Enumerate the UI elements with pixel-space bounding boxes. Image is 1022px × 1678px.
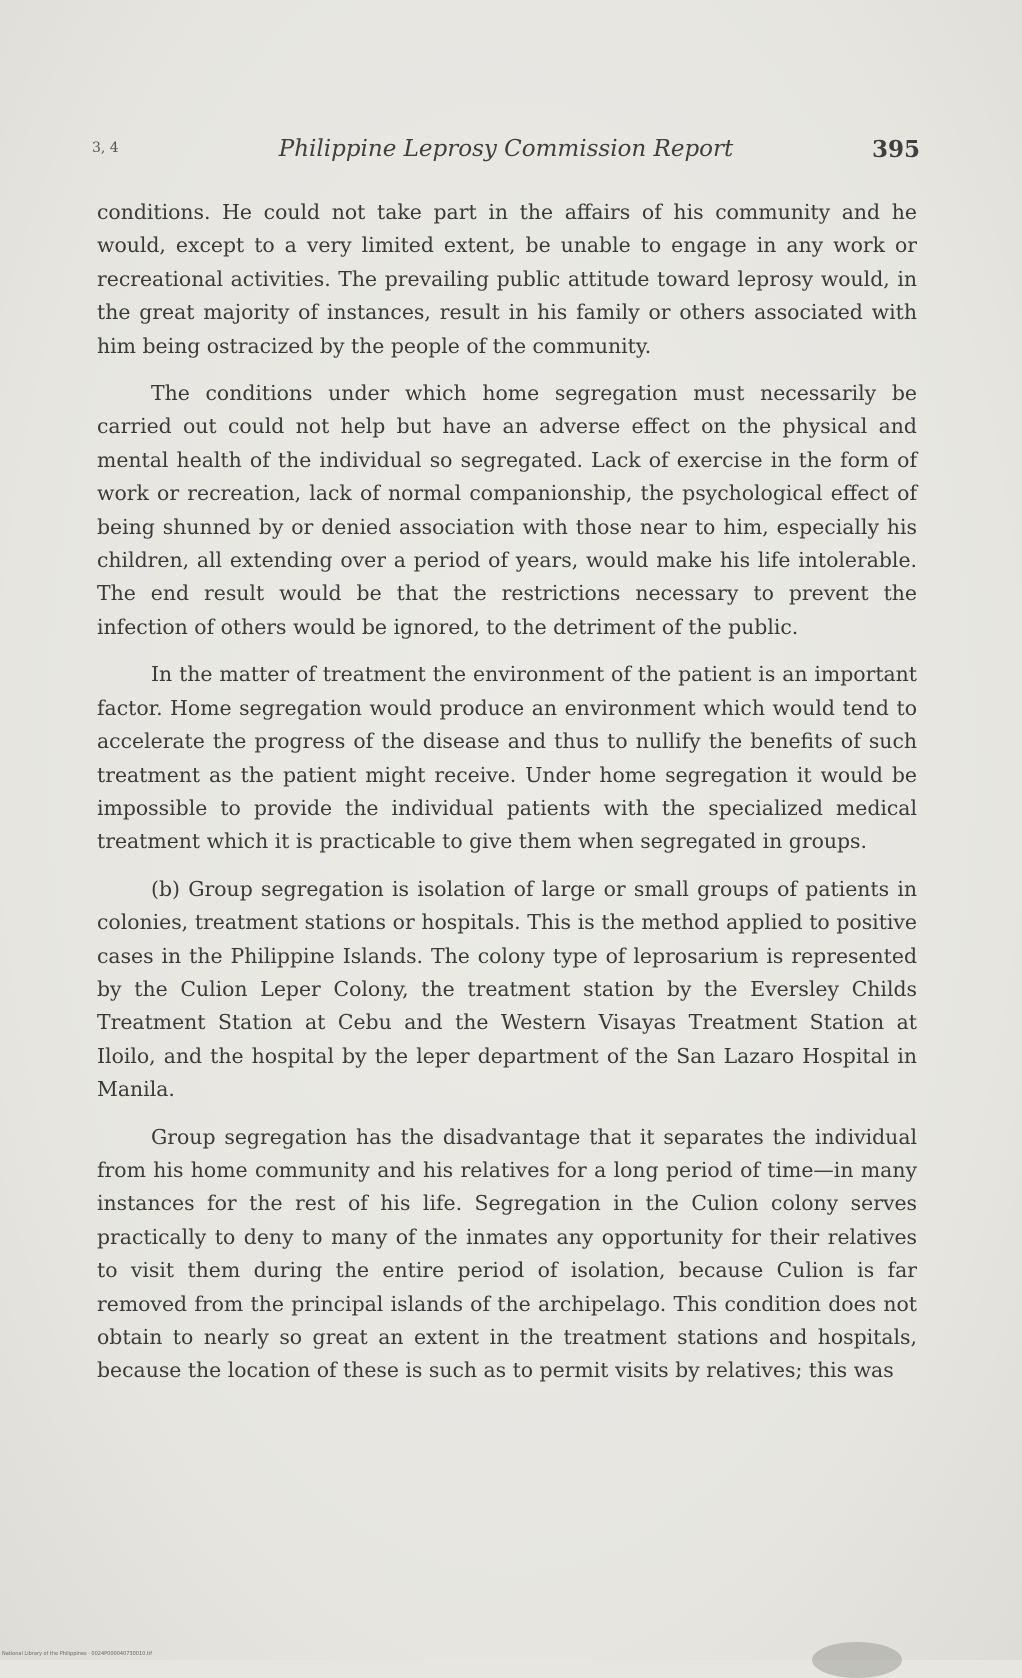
body-text <box>97 196 917 1402</box>
paragraph-3: In the matter of treatment the environment of the patient is an important factor. Home segregation would produce an environment which would tend to accelerate the progress of the disease and thus to nullify the benefits of such treatment as the patient might receive. Under home segregation it would be impossible to provide the individual patients with the specialized medical treatment which it is practicable to give them when segregated in groups. <box>97 662 917 854</box>
scan-credit: National Library of the Philippines · 0024P000040730010.tif <box>2 1651 153 1657</box>
paragraph-5: Group segregation has the disadvantage that it separates the individual from his home community and his relatives for a long period of time—in many instances for the rest of his life. Segregation in the Culion colony serves practically to deny to many of the inmates any opportunity for their relatives to visit them during the entire period of isolation, because Culion is far removed from the principal islands of the archipelago. This condition does not obtain to nearly so great an extent in the treatment stations and hospitals, because the location of these is such as to permit visits by relatives; this was <box>97 1124 917 1383</box>
paragraph-2: The conditions under which home segregation must necessarily be carried out could not help but have an adverse effect on the physical and mental health of the individual so segregated. Lack of exercise in the form of work or recreation, lack of normal companionship, the psychological effect of being shunned by or denied association with those near to him, especially his children, all extending over a period of years, would make his life intolerable. The end result would be that the restrictions necessary to prevent the infection of others would be ignored, to the detriment of the public. <box>97 381 917 639</box>
paragraph-1: conditions. He could not take part in the affairs of his community and he would, except to a very limited extent, be unable to engage in any work or recreational activities. The prevailing public attitude toward leprosy would, in the great majority of instances, result in his family or others associated with him being ostracized by the people of the community. <box>97 200 917 358</box>
page-number: 395 <box>871 136 920 163</box>
running-title: Philippine Leprosy Commission Report <box>278 136 734 162</box>
scan-shadow <box>812 1642 902 1678</box>
paragraph-4: (b) Group segregation is isolation of large or small groups of patients in colonies, treatment stations or hospitals. This is the method applied to positive cases in the Philippine Islands. The colony type of leprosarium is represented by the Culion Leper Colony, the treatment station by the Eversley Childs Treatment Station at Cebu and the Western Visayas Treatment Station at Iloilo, and the hospital by the leper department of the San Lazaro Hospital in Manila. <box>97 876 917 1102</box>
signature-mark: 3, 4 <box>92 140 119 156</box>
page-header <box>92 136 920 170</box>
